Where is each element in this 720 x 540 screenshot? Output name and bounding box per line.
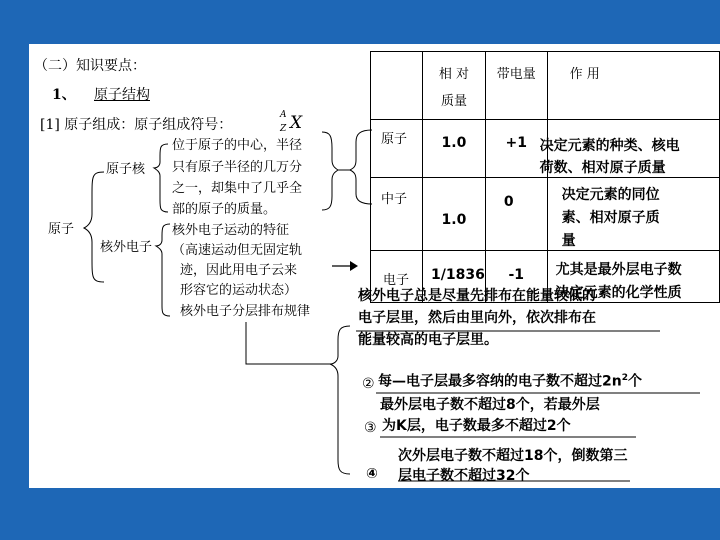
role-line: 决定元素的种类、核电 bbox=[539, 138, 680, 154]
mass-value: 1.0 bbox=[441, 135, 467, 151]
nucleus-desc-line: 只有原子半径的几万分 bbox=[172, 160, 303, 175]
particle-name: 中子 bbox=[381, 192, 408, 207]
rule-1-line: 能量较高的电子层里。 bbox=[358, 332, 498, 348]
header-mass bbox=[423, 52, 486, 120]
rule-2-main: 每—电子层最多容纳的电子数不超过2n bbox=[378, 373, 622, 390]
atomic-number: Z bbox=[280, 124, 287, 134]
header-mass-line2: 质量 bbox=[440, 94, 467, 109]
mass-value: 1/1836 bbox=[431, 267, 485, 283]
element-symbol: X bbox=[290, 113, 303, 133]
rules-brace bbox=[330, 326, 350, 474]
header-role bbox=[547, 52, 719, 120]
electron-desc-line: 形容它的运动状态） bbox=[180, 283, 298, 298]
header-role-label: 作 用 bbox=[569, 67, 600, 82]
electron-brace bbox=[156, 224, 170, 316]
particle-brace bbox=[350, 130, 372, 204]
nucleus-desc-line: 部的原子的质量。 bbox=[172, 202, 277, 217]
topic-number: 1、 bbox=[52, 87, 76, 103]
nucleus-right-brace bbox=[322, 132, 338, 210]
rule-2-text bbox=[378, 370, 642, 390]
charge-value: 0 bbox=[503, 194, 514, 210]
role-line: 量 bbox=[561, 233, 576, 249]
role-line: 素、相对原子质 bbox=[561, 210, 660, 226]
rule-3-number: ③ bbox=[364, 420, 377, 436]
electron-desc-line: 核外电子运动的特征 bbox=[172, 223, 290, 238]
rule-3-line: 最外层电子数不超过8个，若最外层 bbox=[380, 397, 600, 413]
nucleus-desc-line: 之一，却集中了几乎全 bbox=[172, 181, 303, 196]
rule-1-line: 核外电子总是尽量先排布在能量较低的 bbox=[358, 288, 596, 304]
tree-root-atom: 原子 bbox=[48, 222, 75, 237]
table-header-row bbox=[371, 52, 720, 120]
nucleus-desc-line: 位于原子的中心，半径 bbox=[172, 138, 303, 153]
topic-title: 原子结构 bbox=[94, 87, 150, 103]
charge-cell bbox=[485, 120, 547, 178]
mass-value: 1.0 bbox=[441, 212, 467, 228]
electron-desc-line: （高速运动但无固定轨 bbox=[172, 243, 303, 258]
role-line: 决定元素的同位 bbox=[561, 187, 660, 203]
nuclide-symbol bbox=[280, 110, 310, 138]
particle-name: 电子 bbox=[383, 273, 410, 288]
tree-nucleus: 原子核 bbox=[106, 162, 146, 177]
nucleus-brace bbox=[154, 144, 168, 212]
composition-label: [1] 原子组成：原子组成符号： bbox=[40, 117, 233, 133]
charge-value: +1 bbox=[505, 135, 528, 151]
role-line: 决定元素的化学性质 bbox=[555, 285, 682, 301]
charge-value: -1 bbox=[508, 267, 525, 283]
electron-desc-line: 核外电子分层排布规律 bbox=[180, 304, 311, 319]
particle-name-cell bbox=[371, 120, 423, 178]
root-brace bbox=[84, 172, 104, 282]
tree-electrons: 核外电子 bbox=[100, 240, 153, 255]
role-cell bbox=[539, 120, 719, 178]
section-heading: （二）知识要点： bbox=[34, 58, 146, 74]
rule-4-line: 层电子数不超过32个 bbox=[398, 468, 530, 484]
rule-2-tail: 个 bbox=[627, 373, 642, 390]
header-mass-line1: 相 对 bbox=[438, 67, 470, 82]
role-cell bbox=[547, 178, 719, 251]
mass-cell bbox=[423, 178, 486, 251]
rule-2-number: ② bbox=[362, 376, 375, 392]
table-row bbox=[371, 120, 720, 178]
header-charge bbox=[485, 52, 547, 120]
particle-name-cell bbox=[371, 178, 423, 251]
rule-1-line: 电子层里，然后由里向外，依次排布在 bbox=[358, 310, 596, 326]
header-blank-cell bbox=[371, 52, 423, 120]
electron-desc-line: 迹，因此用电子云来 bbox=[180, 263, 298, 278]
mass-number: A bbox=[280, 110, 287, 120]
role-line: 荷数、相对原子质量 bbox=[539, 160, 666, 176]
rule-3-line: 为K层，电子数最多不超过2个 bbox=[382, 418, 571, 434]
rule-connector bbox=[246, 322, 330, 364]
charge-cell bbox=[485, 178, 547, 251]
header-charge-label: 带电量 bbox=[496, 67, 536, 82]
role-line: 尤其是最外层电子数 bbox=[555, 262, 682, 278]
rule-4-line: 次外层电子数不超过18个，倒数第三 bbox=[398, 448, 628, 464]
table-row bbox=[371, 178, 720, 251]
particle-table bbox=[370, 51, 720, 303]
particle-name: 原子 bbox=[381, 132, 408, 147]
rule-4-number: ④ bbox=[366, 466, 378, 482]
rule-2-exponent: 2 bbox=[621, 373, 628, 383]
mass-cell bbox=[423, 120, 486, 178]
